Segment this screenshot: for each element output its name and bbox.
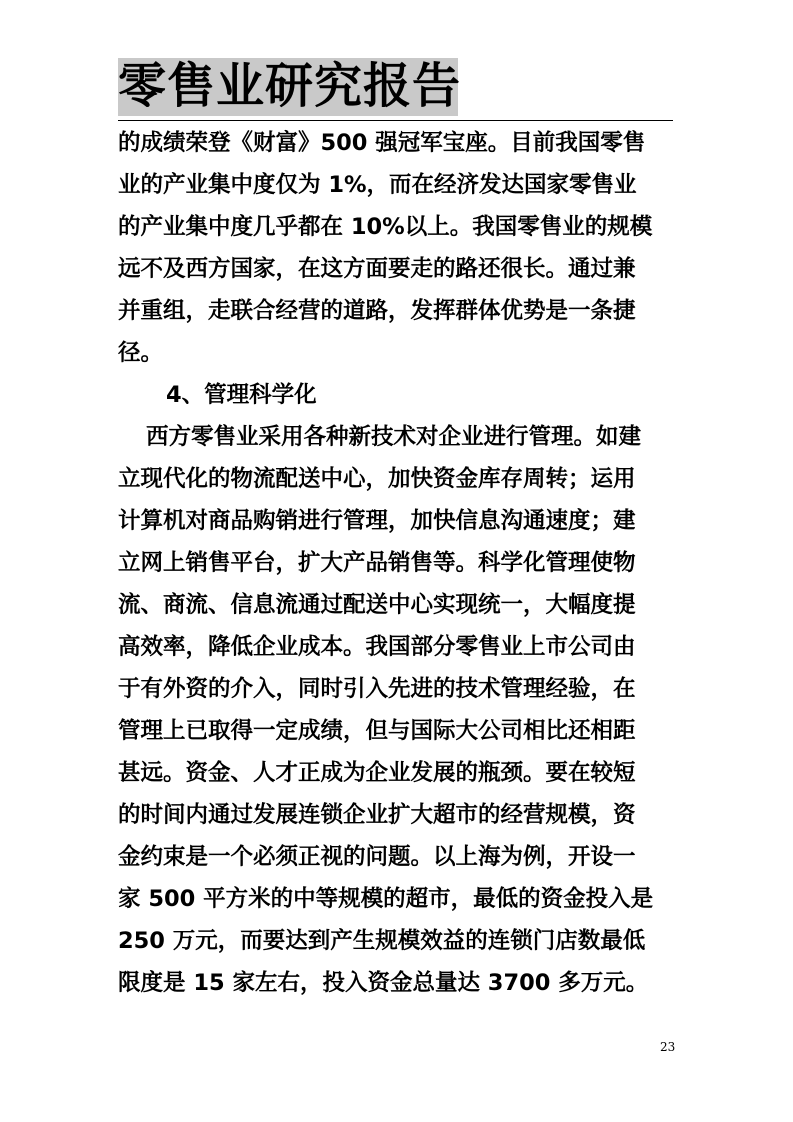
report-title: 零售业研究报告	[118, 58, 462, 114]
text-line: 管理上已取得一定成绩，但与国际大公司相比还相距	[118, 718, 636, 744]
text-line: 甚远。资金、人才正成为企业发展的瓶颈。要在较短	[118, 760, 636, 786]
text-line: 的产业集中度几乎都在 10%以上。我国零售业的规模	[118, 214, 653, 240]
text-line: 立网上销售平台，扩大产品销售等。科学化管理使物	[118, 550, 636, 576]
text-line: 于有外资的介入，同时引入先进的技术管理经验，在	[118, 676, 636, 702]
text-line: 家 500 平方米的中等规模的超市，最低的资金投入是	[118, 886, 654, 912]
page-number: 23	[660, 1040, 676, 1054]
text-line: 的成绩荣登《财富》500 强冠军宝座。目前我国零售	[118, 130, 646, 156]
text-line: 250 万元，而要达到产生规模效益的连锁门店数最低	[118, 928, 646, 954]
text-line: 立现代化的物流配送中心，加快资金库存周转；运用	[118, 466, 636, 492]
text-line: 业的产业集中度仅为 1%，而在经济发达国家零售业	[118, 172, 637, 198]
text-line: 远不及西方国家，在这方面要走的路还很长。通过兼	[118, 256, 636, 282]
section-heading: 4、管理科学化	[166, 382, 317, 408]
text-line: 限度是 15 家左右，投入资金总量达 3700 多万元。	[118, 970, 649, 996]
header-divider	[118, 120, 673, 121]
text-line: 金约束是一个必须正视的问题。以上海为例，开设一	[118, 844, 636, 870]
document-body	[118, 122, 678, 1004]
text-line: 的时间内通过发展连锁企业扩大超市的经营规模，资	[118, 802, 636, 828]
paragraph-continuation	[118, 122, 678, 374]
text-line: 并重组，走联合经营的道路，发挥群体优势是一条捷	[118, 298, 636, 324]
text-line: 径。	[118, 340, 164, 366]
text-line: 计算机对商品购销进行管理，加快信息沟通速度；建	[118, 508, 636, 534]
paragraph-management	[118, 416, 678, 1004]
text-line: 高效率，降低企业成本。我国部分零售业上市公司由	[118, 634, 636, 660]
text-line: 流、商流、信息流通过配送中心实现统一，大幅度提	[118, 592, 636, 618]
text-line: 西方零售业采用各种新技术对企业进行管理。如建	[146, 424, 642, 450]
